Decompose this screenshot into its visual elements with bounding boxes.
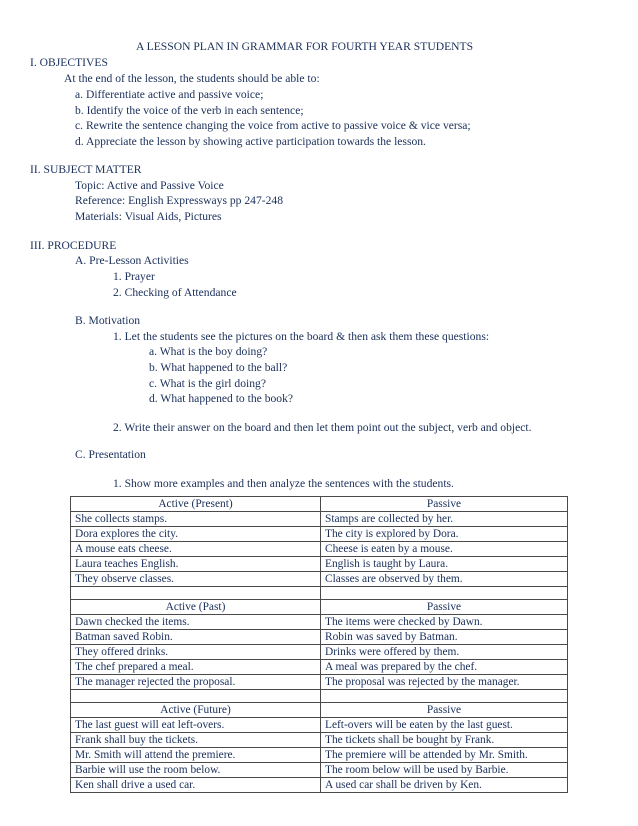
header-active-future: Active (Future)	[71, 703, 321, 718]
active-cell: Laura teaches English.	[71, 557, 321, 572]
header-active-past: Active (Past)	[71, 600, 321, 615]
presentation-heading: C. Presentation	[75, 448, 146, 461]
table-row	[71, 733, 568, 748]
table-header-row	[71, 703, 568, 718]
table-row	[71, 718, 568, 733]
motivation-question: b. What happened to the ball?	[149, 361, 288, 374]
motivation-heading: B. Motivation	[75, 314, 141, 327]
passive-cell: Left-overs will be eaten by the last guest.	[321, 718, 568, 733]
passive-cell: A used car shall be driven by Ken.	[321, 778, 568, 793]
passive-cell: Drinks were offered by them.	[321, 645, 568, 660]
header-passive: Passive	[321, 600, 568, 615]
subject-materials: Materials: Visual Aids, Pictures	[75, 210, 222, 223]
empty-cell	[321, 690, 568, 703]
header-passive: Passive	[321, 703, 568, 718]
table-row	[71, 645, 568, 660]
table-row	[71, 630, 568, 645]
objectives-intro: At the end of the lesson, the students should be able to:	[64, 72, 320, 85]
motivation-question: c. What is the girl doing?	[149, 377, 266, 390]
empty-cell	[71, 690, 321, 703]
table-row	[71, 615, 568, 630]
active-cell: Barbie will use the room below.	[71, 763, 321, 778]
passive-cell: A meal was prepared by the chef.	[321, 660, 568, 675]
active-cell: The manager rejected the proposal.	[71, 675, 321, 690]
active-cell: They observe classes.	[71, 572, 321, 587]
objective-item: a. Differentiate active and passive voice;	[75, 88, 264, 101]
active-cell: A mouse eats cheese.	[71, 542, 321, 557]
passive-cell: Stamps are collected by her.	[321, 512, 568, 527]
active-cell: She collects stamps.	[71, 512, 321, 527]
document-title: A LESSON PLAN IN GRAMMAR FOR FOURTH YEAR STUDENTS	[136, 40, 474, 53]
pre-lesson-heading: A. Pre-Lesson Activities	[75, 254, 189, 267]
passive-cell: The tickets shall be bought by Frank.	[321, 733, 568, 748]
table-row	[71, 748, 568, 763]
active-cell: The chef prepared a meal.	[71, 660, 321, 675]
active-cell: Dora explores the city.	[71, 527, 321, 542]
objective-item: b. Identify the voice of the verb in each sentence;	[75, 104, 304, 117]
passive-cell: Cheese is eaten by a mouse.	[321, 542, 568, 557]
table-row	[71, 557, 568, 572]
passive-cell: The proposal was rejected by the manager.	[321, 675, 568, 690]
empty-cell	[71, 587, 321, 600]
passive-cell: The city is explored by Dora.	[321, 527, 568, 542]
passive-cell: The room below will be used by Barbie.	[321, 763, 568, 778]
header-active-present: Active (Present)	[71, 497, 321, 512]
table-row	[71, 572, 568, 587]
table-header-row	[71, 600, 568, 615]
active-cell: Batman saved Robin.	[71, 630, 321, 645]
motivation-item: 2. Write their answer on the board and then let them point out the subject, verb and object.	[113, 421, 532, 434]
active-cell: Mr. Smith will attend the premiere.	[71, 748, 321, 763]
objectives-heading: I. OBJECTIVES	[30, 56, 108, 69]
table-spacer-row	[71, 587, 568, 600]
pre-lesson-item: 1. Prayer	[113, 270, 155, 283]
procedure-heading: III. PROCEDURE	[30, 239, 117, 252]
presentation-item: 1. Show more examples and then analyze the sentences with the students.	[113, 477, 454, 490]
table-row	[71, 527, 568, 542]
passive-cell: Robin was saved by Batman.	[321, 630, 568, 645]
empty-cell	[321, 587, 568, 600]
subject-matter-heading: II. SUBJECT MATTER	[30, 163, 142, 176]
motivation-question: a. What is the boy doing?	[149, 345, 268, 358]
subject-topic: Topic: Active and Passive Voice	[75, 179, 224, 192]
objective-item: d. Appreciate the lesson by showing active participation towards the lesson.	[75, 135, 426, 148]
table-row	[71, 542, 568, 557]
table-row	[71, 512, 568, 527]
objective-item: c. Rewrite the sentence changing the voice from active to passive voice & vice versa;	[75, 119, 471, 132]
table-row	[71, 660, 568, 675]
active-cell: They offered drinks.	[71, 645, 321, 660]
voice-examples-table	[70, 496, 568, 793]
active-cell: Frank shall buy the tickets.	[71, 733, 321, 748]
active-cell: Ken shall drive a used car.	[71, 778, 321, 793]
pre-lesson-item: 2. Checking of Attendance	[113, 286, 237, 299]
active-cell: Dawn checked the items.	[71, 615, 321, 630]
table-row	[71, 763, 568, 778]
table-row	[71, 675, 568, 690]
header-passive: Passive	[321, 497, 568, 512]
table-header-row	[71, 497, 568, 512]
passive-cell: Classes are observed by them.	[321, 572, 568, 587]
subject-reference: Reference: English Expressways pp 247-248	[75, 194, 283, 207]
motivation-item: 1. Let the students see the pictures on the board & then ask them these questions:	[113, 330, 490, 343]
table-spacer-row	[71, 690, 568, 703]
active-cell: The last guest will eat left-overs.	[71, 718, 321, 733]
passive-cell: The items were checked by Dawn.	[321, 615, 568, 630]
motivation-question: d. What happened to the book?	[149, 392, 294, 405]
table-row	[71, 778, 568, 793]
passive-cell: English is taught by Laura.	[321, 557, 568, 572]
passive-cell: The premiere will be attended by Mr. Smith.	[321, 748, 568, 763]
